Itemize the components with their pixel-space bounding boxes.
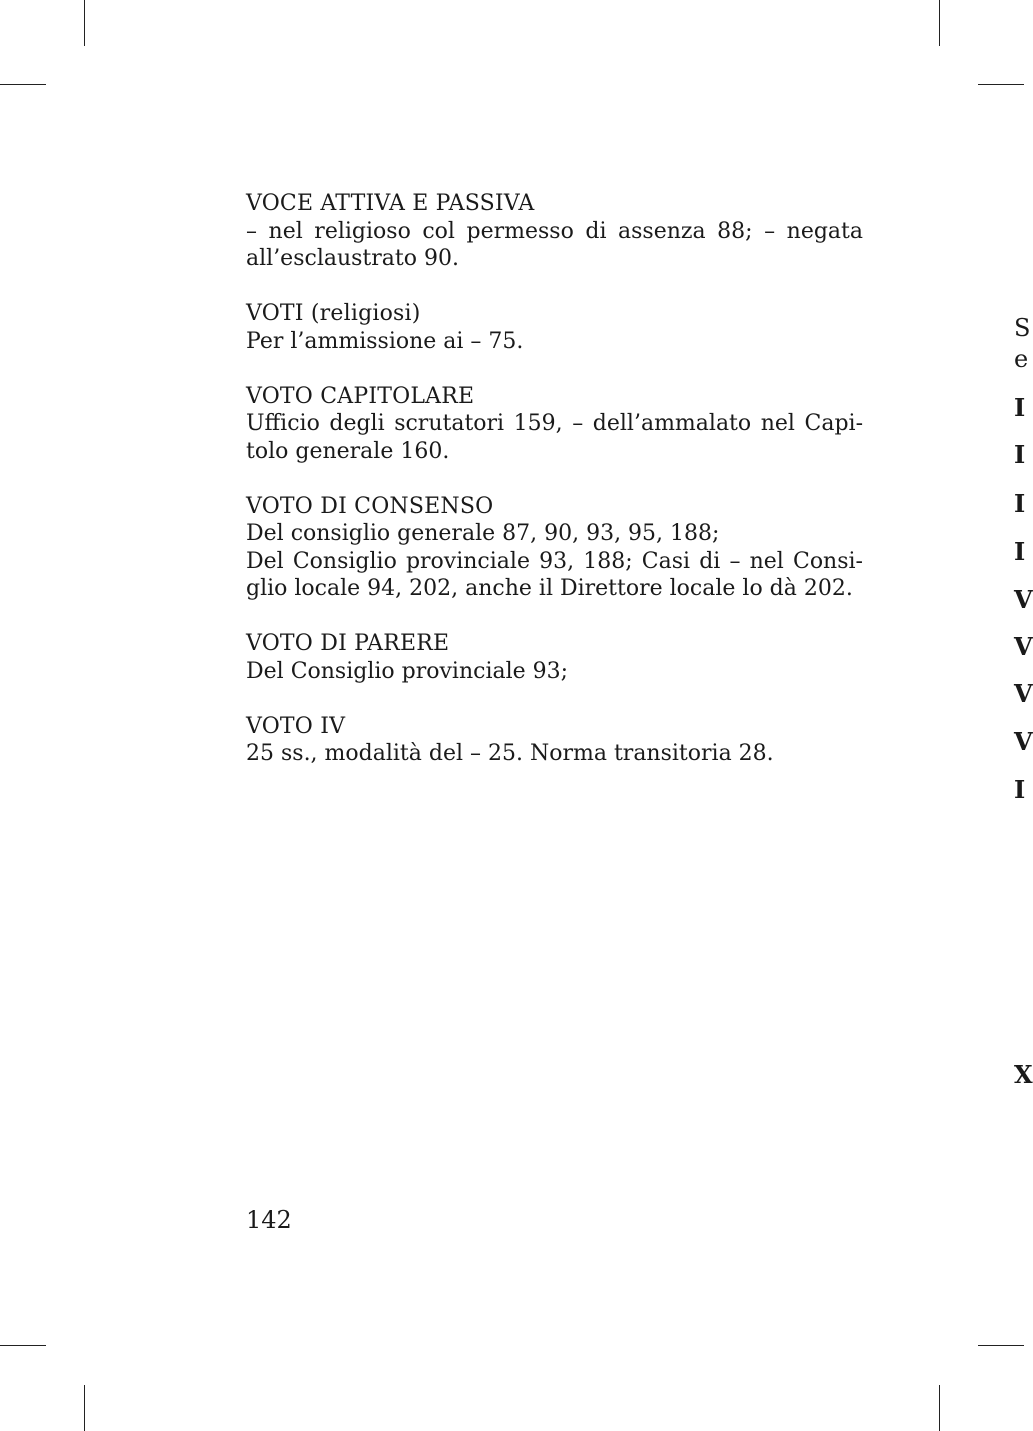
entry-line: Del Consiglio provinciale 93; [246, 658, 569, 684]
crop-mark-bottom-right-horizontal [978, 1345, 1024, 1346]
facing-page-fragment: S [1014, 314, 1031, 342]
entry-line: Del Consiglio provinciale 93, 188; Casi di – nel Consi- [246, 548, 863, 574]
crop-mark-bottom-left-horizontal [0, 1345, 46, 1346]
facing-page-fragment: I [1014, 440, 1026, 469]
entry-heading: VOTO DI CONSENSO [246, 493, 494, 519]
index-entry [246, 383, 863, 466]
entry-line: all’esclaustrato 90. [246, 246, 459, 271]
crop-mark-top-left-vertical [84, 0, 85, 46]
index-entry [246, 190, 863, 273]
entry-heading: VOTO DI PARERE [246, 631, 450, 656]
page-number: 142 [246, 1206, 292, 1234]
entry-heading: VOTO CAPITOLARE [246, 383, 475, 409]
index-entry [246, 713, 863, 768]
facing-page-fragment: V [1014, 679, 1033, 708]
facing-page-fragment: e [1014, 345, 1029, 373]
index-entry [246, 300, 863, 355]
facing-page-fragment: V [1014, 727, 1033, 756]
facing-page-fragment: V [1014, 585, 1033, 614]
crop-mark-top-right-horizontal [978, 84, 1024, 85]
entry-heading: VOCE ATTIVA E PASSIVA [246, 191, 535, 216]
index-column [246, 190, 863, 795]
entry-line: tolo generale 160. [246, 438, 450, 464]
index-entry [246, 630, 863, 685]
facing-page-fragment: I [1014, 393, 1026, 422]
index-entry [246, 493, 863, 603]
entry-line: – nel religioso col permesso di assenza 88; – negata [246, 218, 863, 244]
facing-page-fragment: I [1014, 489, 1026, 518]
facing-page-fragment: V [1014, 632, 1033, 661]
crop-mark-bottom-right-vertical [939, 1385, 940, 1431]
crop-mark-top-right-vertical [939, 0, 940, 46]
crop-mark-top-left-horizontal [0, 84, 46, 85]
entry-line: Del consiglio generale 87, 90, 93, 95, 188; [246, 521, 720, 546]
crop-mark-bottom-left-vertical [84, 1385, 85, 1431]
facing-page-fragment: I [1014, 537, 1026, 566]
facing-page-fragment: I [1014, 775, 1026, 804]
entry-heading: VOTO IV [246, 713, 346, 739]
facing-page-fragment: X [1014, 1060, 1033, 1089]
entry-line: glio locale 94, 202, anche il Direttore locale lo dà 202. [246, 576, 853, 601]
entry-line: Ufficio degli scrutatori 159, – dell’ammalato nel Capi- [246, 411, 863, 436]
entry-heading: VOTI (religiosi) [246, 301, 421, 326]
entry-line: Per l’ammissione ai – 75. [246, 328, 524, 354]
entry-line: 25 ss., modalità del – 25. Norma transitoria 28. [246, 741, 774, 766]
